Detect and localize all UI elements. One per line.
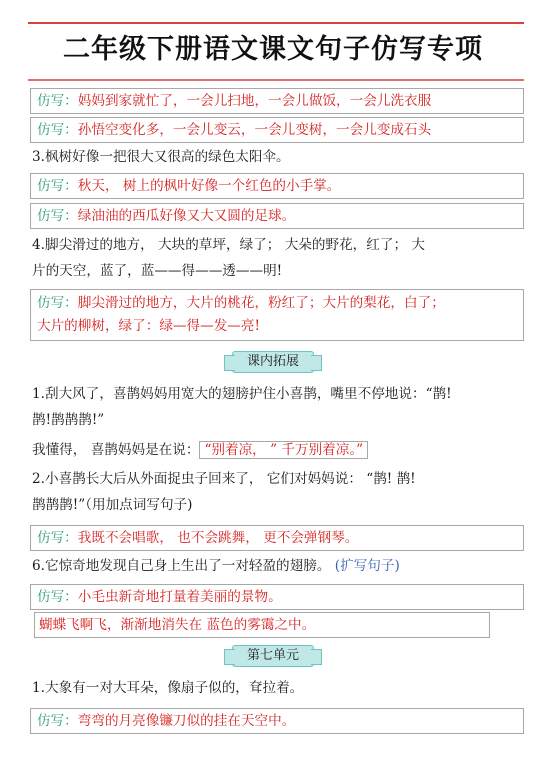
question-part-1: 1.大象有一对大耳朵， bbox=[32, 680, 168, 696]
answer-box-1 bbox=[30, 88, 524, 114]
section-badge-unit-7: 第七单元 bbox=[232, 645, 314, 667]
answer-box-8 bbox=[34, 612, 490, 638]
instruction-note: (扩写句子) bbox=[334, 558, 400, 574]
answer-tag: 仿写： bbox=[37, 122, 78, 138]
extension-2-line-2: 鹊鹊鹊!”（用加点词写句子) bbox=[32, 497, 193, 513]
page-title: 二年级下册语文课文句子仿写专项 bbox=[63, 34, 483, 65]
answer-tag: 仿写： bbox=[37, 589, 78, 605]
answer-text: 秋天， 树上的枫叶好像一个红色的小手掌。 bbox=[77, 178, 341, 194]
answer-text: 弯弯的月亮像镰刀似的挂在天空中。 bbox=[77, 713, 296, 729]
answer-prefix: 我懂得， 喜鹊妈妈是在说： bbox=[32, 442, 200, 458]
question-part-3: 耷拉着。 bbox=[248, 680, 304, 696]
title-bottom-rule bbox=[28, 79, 524, 81]
answer-text: 妈妈到家就忙了，一会儿扫地，一会儿做饭，一会儿洗衣服 bbox=[77, 93, 432, 109]
answer-text-line-2: 大片的柳树，绿了：绿—得—发—亮! bbox=[37, 318, 260, 334]
extension-1-answer bbox=[32, 437, 524, 463]
answer-tag: 仿写： bbox=[37, 713, 78, 729]
answer-tag: 仿写： bbox=[37, 208, 78, 224]
answer-tag: 仿写： bbox=[37, 93, 78, 109]
extension-1-line-2: 鹊!鹊鹊鹊!” bbox=[32, 412, 105, 428]
question-4-line-2: 片的天空，蓝了，蓝——得——透——明! bbox=[32, 263, 283, 279]
question-4-line-1: 4.脚尖滑过的地方， 大块的草坪，绿了； 大朵的野花，红了； 大 bbox=[32, 237, 425, 253]
answer-inline-box: “别着凉， ” 千万别着凉。” bbox=[199, 441, 368, 459]
question-part-2: 像扇子似的， bbox=[167, 680, 249, 696]
answer-text: 蝴蝶飞啊飞，渐渐地消失在 蓝色的雾霭之中。 bbox=[39, 617, 316, 633]
answer-text: 我既不会唱歌， 也不会跳舞， 更不会弹钢琴。 bbox=[77, 530, 359, 546]
answer-tag: 仿写： bbox=[37, 178, 78, 194]
answer-box-9 bbox=[30, 708, 524, 734]
answer-tag: 仿写： bbox=[37, 530, 78, 546]
answer-box-5 bbox=[30, 289, 524, 341]
question-text: 6.它惊奇地发现自己身上生出了一对轻盈的翅膀。 bbox=[32, 558, 331, 574]
extension-2-line-1: 2.小喜鹊长大后从外面捉虫子回来了， 它们对妈妈说： “鹊! 鹊! bbox=[32, 471, 416, 487]
unit-7-question-1 bbox=[32, 675, 524, 701]
answer-tag: 仿写： bbox=[37, 295, 78, 311]
answer-box-3 bbox=[30, 173, 524, 199]
extension-6-line bbox=[32, 553, 524, 579]
answer-box-2 bbox=[30, 117, 524, 143]
answer-box-4 bbox=[30, 203, 524, 229]
answer-text: 绿油油的西瓜好像又大又圆的足球。 bbox=[77, 208, 296, 224]
answer-text-line-1: 脚尖滑过的地方，大片的桃花，粉红了；大片的梨花，白了； bbox=[77, 295, 445, 311]
extension-1-line-1: 1.刮大风了，喜鹊妈妈用宽大的翅膀护住小喜鹊，嘴里不停地说：“鹊! bbox=[32, 386, 452, 402]
answer-box-6 bbox=[30, 525, 524, 551]
question-3: 3.枫树好像一把很大又很高的绿色太阳伞。 bbox=[32, 149, 290, 165]
section-badge-extension: 课内拓展 bbox=[232, 351, 314, 373]
answer-box-7 bbox=[30, 584, 524, 610]
answer-text: 小毛虫新奇地打量着美丽的景物。 bbox=[77, 589, 282, 605]
answer-text: 孙悟空变化多，一会儿变云，一会儿变树，一会儿变成石头 bbox=[77, 122, 432, 138]
title-top-rule bbox=[28, 22, 524, 24]
